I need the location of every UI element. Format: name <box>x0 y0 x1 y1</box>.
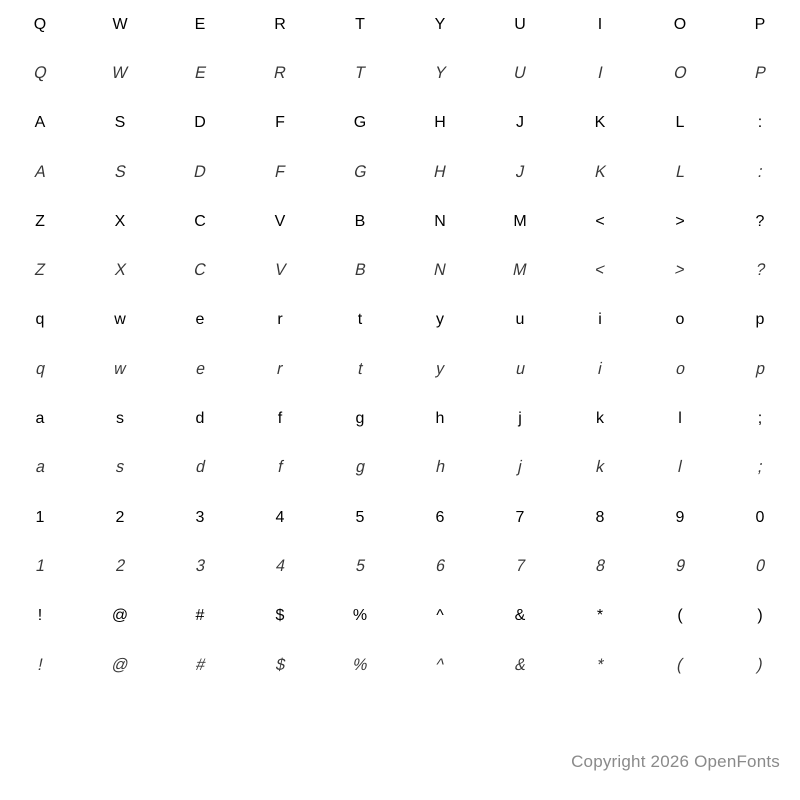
glyph-script: o <box>673 360 687 379</box>
glyph-cell-key <box>80 0 160 49</box>
glyph-cell-key <box>480 394 560 443</box>
glyph-cell-script <box>160 49 240 98</box>
glyph-key: y <box>436 311 444 329</box>
glyph-cell-script <box>160 148 240 197</box>
glyph-cell-script <box>400 641 480 690</box>
glyph-cell-key <box>480 0 560 49</box>
glyph-key: ! <box>37 607 43 625</box>
glyph-key: # <box>195 607 205 625</box>
glyph-key: U <box>514 15 526 33</box>
glyph-key: ? <box>755 212 765 230</box>
glyph-key: i <box>598 311 602 329</box>
glyph-key: a <box>35 410 45 428</box>
glyph-script: e <box>193 360 207 379</box>
glyph-cell-script <box>400 148 480 197</box>
glyph-cell-script <box>720 148 800 197</box>
glyph-script: > <box>673 261 687 280</box>
glyph-script: @ <box>110 656 131 674</box>
glyph-cell-script <box>160 641 240 690</box>
glyph-cell-key <box>320 592 400 641</box>
glyph-cell-key <box>80 493 160 542</box>
glyph-cell-script <box>80 542 160 591</box>
glyph-cell-script <box>320 641 400 690</box>
glyph-key: K <box>594 114 606 132</box>
glyph-key: ) <box>757 607 763 625</box>
glyph-cell-script <box>560 345 640 394</box>
glyph-key: 6 <box>435 508 445 526</box>
glyph-cell-key <box>240 0 320 49</box>
glyph-cell-key <box>0 296 80 345</box>
glyph-cell-script <box>720 246 800 295</box>
glyph-cell-script <box>560 542 640 591</box>
glyph-script: F <box>273 163 287 181</box>
glyph-key: t <box>357 311 363 329</box>
glyph-cell-key <box>240 394 320 443</box>
glyph-script: q <box>33 360 47 379</box>
glyph-key: 1 <box>35 508 45 526</box>
glyph-key: e <box>195 311 205 329</box>
glyph-script: U <box>512 64 528 83</box>
glyph-cell-script <box>320 444 400 493</box>
glyph-cell-script <box>720 542 800 591</box>
glyph-script: P <box>752 64 768 83</box>
glyph-script: M <box>511 261 529 280</box>
glyph-script: s <box>114 458 127 477</box>
glyph-cell-key <box>80 99 160 148</box>
glyph-key: w <box>114 311 126 329</box>
glyph-cell-script <box>80 148 160 197</box>
glyph-cell-key <box>560 493 640 542</box>
glyph-cell-script <box>240 246 320 295</box>
glyph-cell-key <box>640 197 720 246</box>
glyph-cell-key <box>400 0 480 49</box>
glyph-key: E <box>194 15 206 33</box>
glyph-cell-script <box>320 148 400 197</box>
glyph-cell-script <box>80 641 160 690</box>
glyph-script: l <box>676 458 684 477</box>
glyph-cell-script <box>480 246 560 295</box>
glyph-key: Y <box>434 15 446 33</box>
glyph-cell-script <box>560 148 640 197</box>
glyph-cell-key <box>560 99 640 148</box>
glyph-script: p <box>753 360 767 379</box>
glyph-key: H <box>434 114 446 132</box>
glyph-cell-key <box>320 394 400 443</box>
glyph-key: 8 <box>595 508 605 526</box>
glyph-cell-script <box>400 542 480 591</box>
glyph-cell-key <box>640 493 720 542</box>
glyph-key: Q <box>33 15 47 33</box>
glyph-script: d <box>193 458 207 477</box>
glyph-script: ? <box>753 261 767 280</box>
glyph-key: r <box>277 311 283 329</box>
glyph-cell-key <box>560 296 640 345</box>
glyph-key: ^ <box>436 607 444 625</box>
glyph-cell-key <box>640 592 720 641</box>
glyph-cell-script <box>640 49 720 98</box>
glyph-cell-script <box>720 49 800 98</box>
glyph-cell-script <box>640 246 720 295</box>
glyph-cell-script <box>240 542 320 591</box>
glyph-cell-script <box>80 444 160 493</box>
glyph-key: o <box>675 311 685 329</box>
glyph-script: g <box>353 458 367 477</box>
glyph-script: B <box>352 261 368 280</box>
glyph-cell-script <box>480 345 560 394</box>
glyph-script: C <box>192 261 208 280</box>
glyph-cell-script <box>480 49 560 98</box>
glyph-script: u <box>513 360 527 379</box>
glyph-cell-key <box>720 493 800 542</box>
glyph-key: g <box>355 410 365 428</box>
glyph-script: 0 <box>753 557 767 576</box>
glyph-key: 5 <box>355 508 365 526</box>
glyph-script: N <box>432 261 448 280</box>
glyph-cell-script <box>0 246 80 295</box>
glyph-key: L <box>675 114 685 132</box>
glyph-key: C <box>194 212 206 230</box>
glyph-cell-script <box>480 542 560 591</box>
glyph-script: E <box>192 64 208 83</box>
glyph-cell-script <box>720 444 800 493</box>
glyph-cell-key <box>480 493 560 542</box>
glyph-script: J <box>514 163 527 181</box>
glyph-cell-key <box>400 197 480 246</box>
glyph-cell-script <box>0 641 80 690</box>
glyph-script: H <box>432 163 448 181</box>
glyph-script: h <box>433 458 447 477</box>
glyph-key: ( <box>677 607 683 625</box>
glyph-cell-key <box>560 394 640 443</box>
glyph-cell-script <box>160 542 240 591</box>
glyph-script: W <box>110 64 130 83</box>
glyph-cell-script <box>160 444 240 493</box>
glyph-script: K <box>592 163 608 181</box>
glyph-cell-script <box>240 444 320 493</box>
glyph-script: 4 <box>273 557 287 576</box>
glyph-cell-key <box>640 394 720 443</box>
glyph-cell-script <box>480 148 560 197</box>
glyph-cell-key <box>160 99 240 148</box>
glyph-cell-key <box>480 592 560 641</box>
glyph-key: B <box>354 212 366 230</box>
glyph-cell-script <box>0 444 80 493</box>
glyph-script: X <box>112 261 128 280</box>
glyph-cell-key <box>320 197 400 246</box>
glyph-script: D <box>192 163 208 181</box>
glyph-key: s <box>116 410 124 428</box>
glyph-key: A <box>34 114 46 132</box>
glyph-cell-script <box>320 345 400 394</box>
glyph-cell-key <box>240 296 320 345</box>
glyph-cell-script <box>400 246 480 295</box>
glyph-key: V <box>274 212 286 230</box>
glyph-cell-script <box>320 542 400 591</box>
glyph-script: 9 <box>673 557 687 576</box>
glyph-cell-script <box>160 345 240 394</box>
glyph-cell-script <box>400 49 480 98</box>
glyph-script: & <box>512 656 528 674</box>
glyph-script: 3 <box>193 557 207 576</box>
glyph-script: y <box>434 360 447 379</box>
glyph-key: X <box>114 212 126 230</box>
glyph-cell-key <box>720 99 800 148</box>
glyph-script: R <box>272 64 288 83</box>
glyph-script: 8 <box>593 557 607 576</box>
glyph-key: Z <box>35 212 45 230</box>
glyph-cell-key <box>0 592 80 641</box>
glyph-script: < <box>593 261 607 280</box>
glyph-cell-script <box>560 444 640 493</box>
glyph-cell-script <box>160 246 240 295</box>
glyph-cell-script <box>80 345 160 394</box>
glyph-cell-key <box>480 99 560 148</box>
glyph-cell-key <box>720 592 800 641</box>
glyph-cell-script <box>720 641 800 690</box>
glyph-script: w <box>112 360 128 379</box>
glyph-key: O <box>673 15 687 33</box>
glyph-cell-script <box>320 49 400 98</box>
glyph-key: f <box>277 410 283 428</box>
glyph-cell-key <box>160 493 240 542</box>
glyph-key: p <box>755 311 765 329</box>
glyph-key: l <box>678 410 682 428</box>
copyright-notice: Copyright 2026 OpenFonts <box>571 752 780 771</box>
glyph-script: I <box>595 64 605 83</box>
glyph-cell-key <box>320 296 400 345</box>
glyph-script: % <box>351 656 370 674</box>
glyph-key: 2 <box>115 508 125 526</box>
glyph-cell-key <box>80 197 160 246</box>
glyph-key: * <box>596 607 604 625</box>
glyph-cell-key <box>400 592 480 641</box>
glyph-cell-key <box>0 99 80 148</box>
glyph-script: 1 <box>33 557 47 576</box>
glyph-cell-key <box>240 592 320 641</box>
glyph-script: f <box>275 458 285 477</box>
glyph-cell-script <box>640 148 720 197</box>
glyph-cell-key <box>560 592 640 641</box>
glyph-key: W <box>112 15 128 33</box>
glyph-cell-script <box>400 345 480 394</box>
glyph-cell-key <box>640 0 720 49</box>
glyph-cell-script <box>240 49 320 98</box>
glyph-key: @ <box>111 607 129 625</box>
glyph-cell-key <box>400 99 480 148</box>
glyph-key: k <box>596 410 604 428</box>
glyph-cell-script <box>0 345 80 394</box>
glyph-script: V <box>272 261 288 280</box>
glyph-cell-key <box>720 394 800 443</box>
glyph-cell-key <box>320 0 400 49</box>
glyph-cell-key <box>240 99 320 148</box>
glyph-cell-script <box>560 641 640 690</box>
glyph-key: & <box>514 607 526 625</box>
glyph-key: : <box>757 114 763 132</box>
glyph-cell-key <box>640 296 720 345</box>
glyph-cell-key <box>160 592 240 641</box>
glyph-key: 7 <box>515 508 525 526</box>
glyph-script: 7 <box>513 557 527 576</box>
glyph-script: ^ <box>434 656 446 674</box>
glyph-cell-key <box>560 0 640 49</box>
glyph-key: F <box>275 114 285 132</box>
glyph-script: ) <box>755 656 765 674</box>
glyph-script: ; <box>755 458 765 477</box>
glyph-key: J <box>516 114 524 132</box>
glyph-cell-script <box>640 542 720 591</box>
glyph-key: M <box>513 212 527 230</box>
glyph-key: S <box>114 114 126 132</box>
glyph-cell-script <box>480 444 560 493</box>
glyph-cell-key <box>80 394 160 443</box>
glyph-cell-script <box>480 641 560 690</box>
glyph-key: 4 <box>275 508 285 526</box>
glyph-cell-key <box>0 0 80 49</box>
glyph-cell-script <box>640 345 720 394</box>
glyph-cell-key <box>480 296 560 345</box>
glyph-script: L <box>673 163 687 181</box>
glyph-cell-key <box>320 99 400 148</box>
glyph-cell-key <box>0 493 80 542</box>
glyph-script: 6 <box>433 557 447 576</box>
glyph-key: > <box>675 212 685 230</box>
glyph-cell-script <box>0 148 80 197</box>
glyph-script: a <box>33 458 47 477</box>
glyph-cell-key <box>480 197 560 246</box>
glyph-script: S <box>112 163 128 181</box>
glyph-cell-script <box>80 49 160 98</box>
glyph-cell-script <box>640 444 720 493</box>
glyph-cell-script <box>80 246 160 295</box>
glyph-script: r <box>275 360 285 379</box>
glyph-key: h <box>435 410 445 428</box>
glyph-cell-script <box>240 641 320 690</box>
glyph-script: Z <box>33 261 47 280</box>
glyph-key: 9 <box>675 508 685 526</box>
glyph-script: : <box>755 163 765 181</box>
glyph-key: I <box>597 15 603 33</box>
glyph-script: G <box>351 163 369 181</box>
glyph-cell-script <box>720 345 800 394</box>
glyph-script: k <box>594 458 607 477</box>
glyph-cell-script <box>560 246 640 295</box>
glyph-script: * <box>595 656 606 674</box>
glyph-key: q <box>35 311 45 329</box>
glyph-cell-script <box>560 49 640 98</box>
glyph-key: N <box>434 212 446 230</box>
glyph-script: Q <box>31 64 49 83</box>
glyph-script: ( <box>675 656 685 674</box>
glyph-key: 0 <box>755 508 765 526</box>
glyph-key: u <box>515 311 525 329</box>
glyph-cell-key <box>400 394 480 443</box>
glyph-cell-key <box>0 394 80 443</box>
glyph-cell-script <box>320 246 400 295</box>
glyph-script: A <box>32 163 48 181</box>
glyph-key: T <box>355 15 365 33</box>
glyph-key: R <box>274 15 286 33</box>
glyph-key: G <box>353 114 367 132</box>
glyph-key: < <box>595 212 605 230</box>
glyph-cell-key <box>240 493 320 542</box>
glyph-key: j <box>518 410 522 428</box>
glyph-script: 2 <box>113 557 127 576</box>
glyph-cell-key <box>160 394 240 443</box>
glyph-cell-key <box>160 197 240 246</box>
glyph-script: T <box>353 64 367 83</box>
glyph-key: ; <box>757 410 763 428</box>
glyph-key: % <box>352 607 368 625</box>
glyph-cell-key <box>400 493 480 542</box>
glyph-script: j <box>516 458 524 477</box>
glyph-cell-key <box>720 296 800 345</box>
glyph-cell-key <box>720 0 800 49</box>
glyph-key: P <box>754 15 766 33</box>
glyph-key: $ <box>275 607 285 625</box>
glyph-cell-key <box>240 197 320 246</box>
glyph-cell-key <box>160 0 240 49</box>
glyph-key: d <box>195 410 205 428</box>
glyph-cell-key <box>720 197 800 246</box>
glyph-cell-script <box>240 345 320 394</box>
glyph-cell-script <box>0 49 80 98</box>
glyph-cell-key <box>0 197 80 246</box>
glyph-script: O <box>671 64 689 83</box>
glyph-script: i <box>596 360 604 379</box>
glyph-cell-key <box>640 99 720 148</box>
glyph-cell-script <box>400 444 480 493</box>
glyph-key: D <box>194 114 206 132</box>
glyph-cell-key <box>80 296 160 345</box>
glyph-cell-key <box>80 592 160 641</box>
glyph-script: t <box>355 360 365 379</box>
glyph-cell-script <box>240 148 320 197</box>
glyph-cell-key <box>320 493 400 542</box>
glyph-cell-script <box>640 641 720 690</box>
glyph-key: 3 <box>195 508 205 526</box>
glyph-script: $ <box>273 656 287 674</box>
glyph-script: Y <box>432 64 448 83</box>
glyph-cell-script <box>0 542 80 591</box>
glyph-cell-key <box>400 296 480 345</box>
glyph-cell-key <box>560 197 640 246</box>
glyph-cell-key <box>160 296 240 345</box>
glyph-script: 5 <box>353 557 367 576</box>
glyph-script: # <box>193 656 207 674</box>
glyph-script: ! <box>35 656 45 674</box>
